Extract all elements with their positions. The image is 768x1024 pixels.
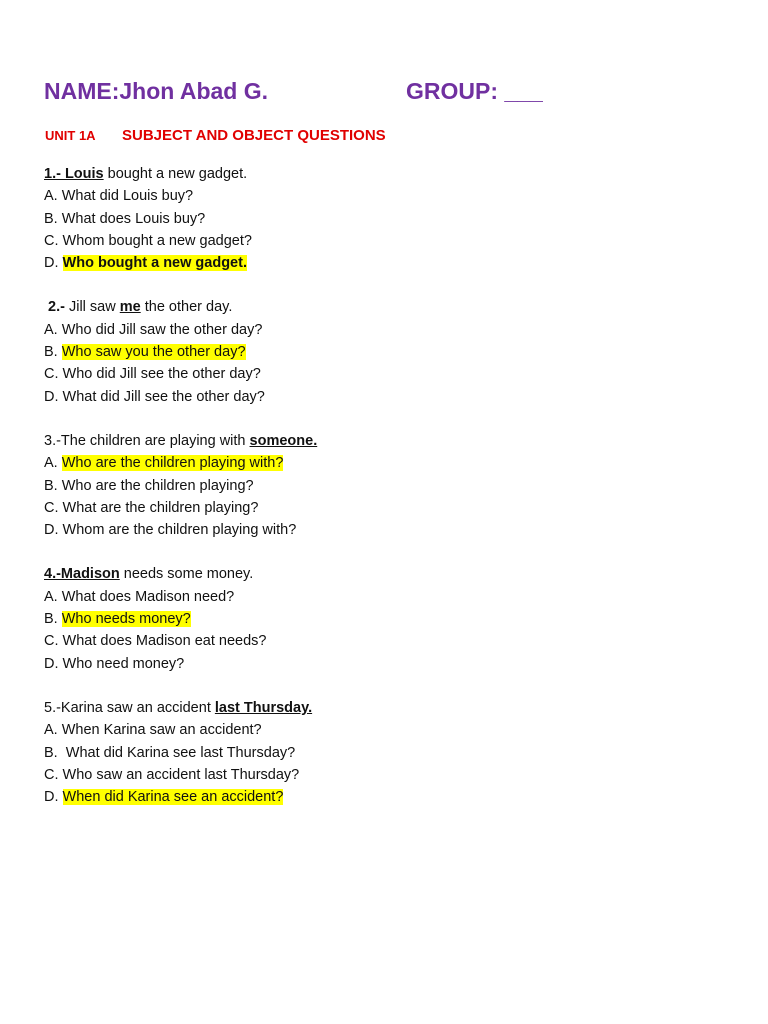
student-name: NAME:Jhon Abad G. [44, 78, 269, 104]
option-letter: B. [44, 210, 62, 227]
option-text: What does Madison eat needs? [62, 633, 267, 650]
option-text: Who did Jill see the other day? [62, 366, 261, 383]
option-text: Who are the children playing? [61, 477, 254, 494]
option-letter: C. [44, 232, 63, 249]
highlighted-answer: Who needs money? [61, 611, 191, 628]
option-2a [44, 319, 744, 341]
option-1b [44, 208, 744, 230]
option-3a [44, 452, 744, 474]
question-2-rest: the other day. [140, 299, 233, 316]
question-3-text: 3.-The children are playing with [44, 432, 250, 449]
option-letter: C. [44, 766, 63, 783]
question-4-rest: needs some money. [119, 566, 254, 583]
question-1 [44, 163, 744, 274]
option-letter: D. [44, 789, 63, 806]
option-text: What does Madison need? [61, 588, 235, 605]
option-5d [44, 786, 744, 808]
highlighted-answer: Who are the children playing with? [61, 455, 284, 472]
question-4 [44, 563, 744, 674]
option-text: What does Louis buy? [61, 210, 206, 227]
option-4c [44, 630, 744, 652]
question-2-prompt [44, 296, 744, 318]
question-list [44, 163, 744, 830]
question-2-text: Jill saw [64, 299, 120, 316]
question-3 [44, 430, 744, 541]
option-letter: C. [44, 633, 63, 650]
option-letter: A. [44, 722, 62, 739]
option-letter: B. [44, 744, 66, 761]
option-1d [44, 252, 744, 274]
option-text: Who need money? [62, 655, 185, 672]
option-2d [44, 386, 744, 408]
option-2c [44, 363, 744, 385]
question-4-subject: 4.-Madison [44, 566, 120, 583]
option-letter: C. [44, 499, 63, 516]
question-4-prompt [44, 563, 744, 585]
unit-heading [45, 127, 386, 145]
option-5b [44, 742, 744, 764]
option-letter: D. [44, 522, 63, 539]
question-2 [44, 296, 744, 407]
question-1-rest: bought a new gadget. [103, 166, 248, 182]
option-4b [44, 608, 744, 630]
option-3d [44, 519, 744, 541]
option-text: Whom bought a new gadget? [62, 232, 252, 249]
group-field: GROUP: ___ [406, 78, 543, 104]
question-3-prompt [44, 430, 744, 452]
option-1a [44, 185, 744, 207]
question-2-object: me [119, 299, 141, 316]
question-5-text: 5.-Karina saw an accident [44, 699, 215, 716]
option-5a [44, 719, 744, 741]
option-letter: A. [44, 321, 62, 338]
option-letter: D. [44, 255, 63, 272]
option-letter: D. [44, 655, 63, 672]
option-text: Whom are the children playing with? [62, 522, 297, 539]
question-5-object: last Thursday. [214, 699, 313, 716]
question-5-prompt [44, 697, 744, 719]
option-4d [44, 653, 744, 675]
unit-code: UNIT 1A [45, 128, 96, 143]
option-2b [44, 341, 744, 363]
option-letter: C. [44, 366, 63, 383]
option-text: What did Karina see last Thursday? [65, 744, 296, 761]
question-1-prompt [44, 163, 744, 185]
option-text: What did Louis buy? [61, 188, 194, 205]
option-letter: A. [44, 588, 62, 605]
option-letter: A. [44, 455, 62, 472]
unit-title: SUBJECT AND OBJECT QUESTIONS [122, 127, 386, 144]
option-1c [44, 230, 744, 252]
highlighted-answer: Who saw you the other day? [61, 344, 246, 361]
option-5c [44, 764, 744, 786]
option-letter: D. [44, 388, 63, 405]
question-3-object: someone. [249, 432, 318, 449]
option-text: When Karina saw an accident? [61, 722, 262, 739]
option-text: What did Jill see the other day? [62, 388, 265, 405]
option-text: Who did Jill saw the other day? [61, 321, 263, 338]
option-3b [44, 475, 744, 497]
option-letter: B. [44, 477, 62, 494]
option-text: Who saw an accident last Thursday? [62, 766, 300, 783]
highlighted-answer: When did Karina see an accident? [62, 789, 284, 806]
option-letter: B. [44, 611, 62, 628]
question-2-number: 2.- [44, 299, 65, 316]
option-text: What are the children playing? [62, 499, 259, 516]
highlighted-answer: Who bought a new gadget. [62, 255, 247, 272]
option-3c [44, 497, 744, 519]
question-1-subject: 1.- Louis [44, 166, 104, 182]
option-letter: A. [44, 188, 62, 205]
option-4a [44, 586, 744, 608]
option-letter: B. [44, 344, 62, 361]
question-5 [44, 697, 744, 808]
